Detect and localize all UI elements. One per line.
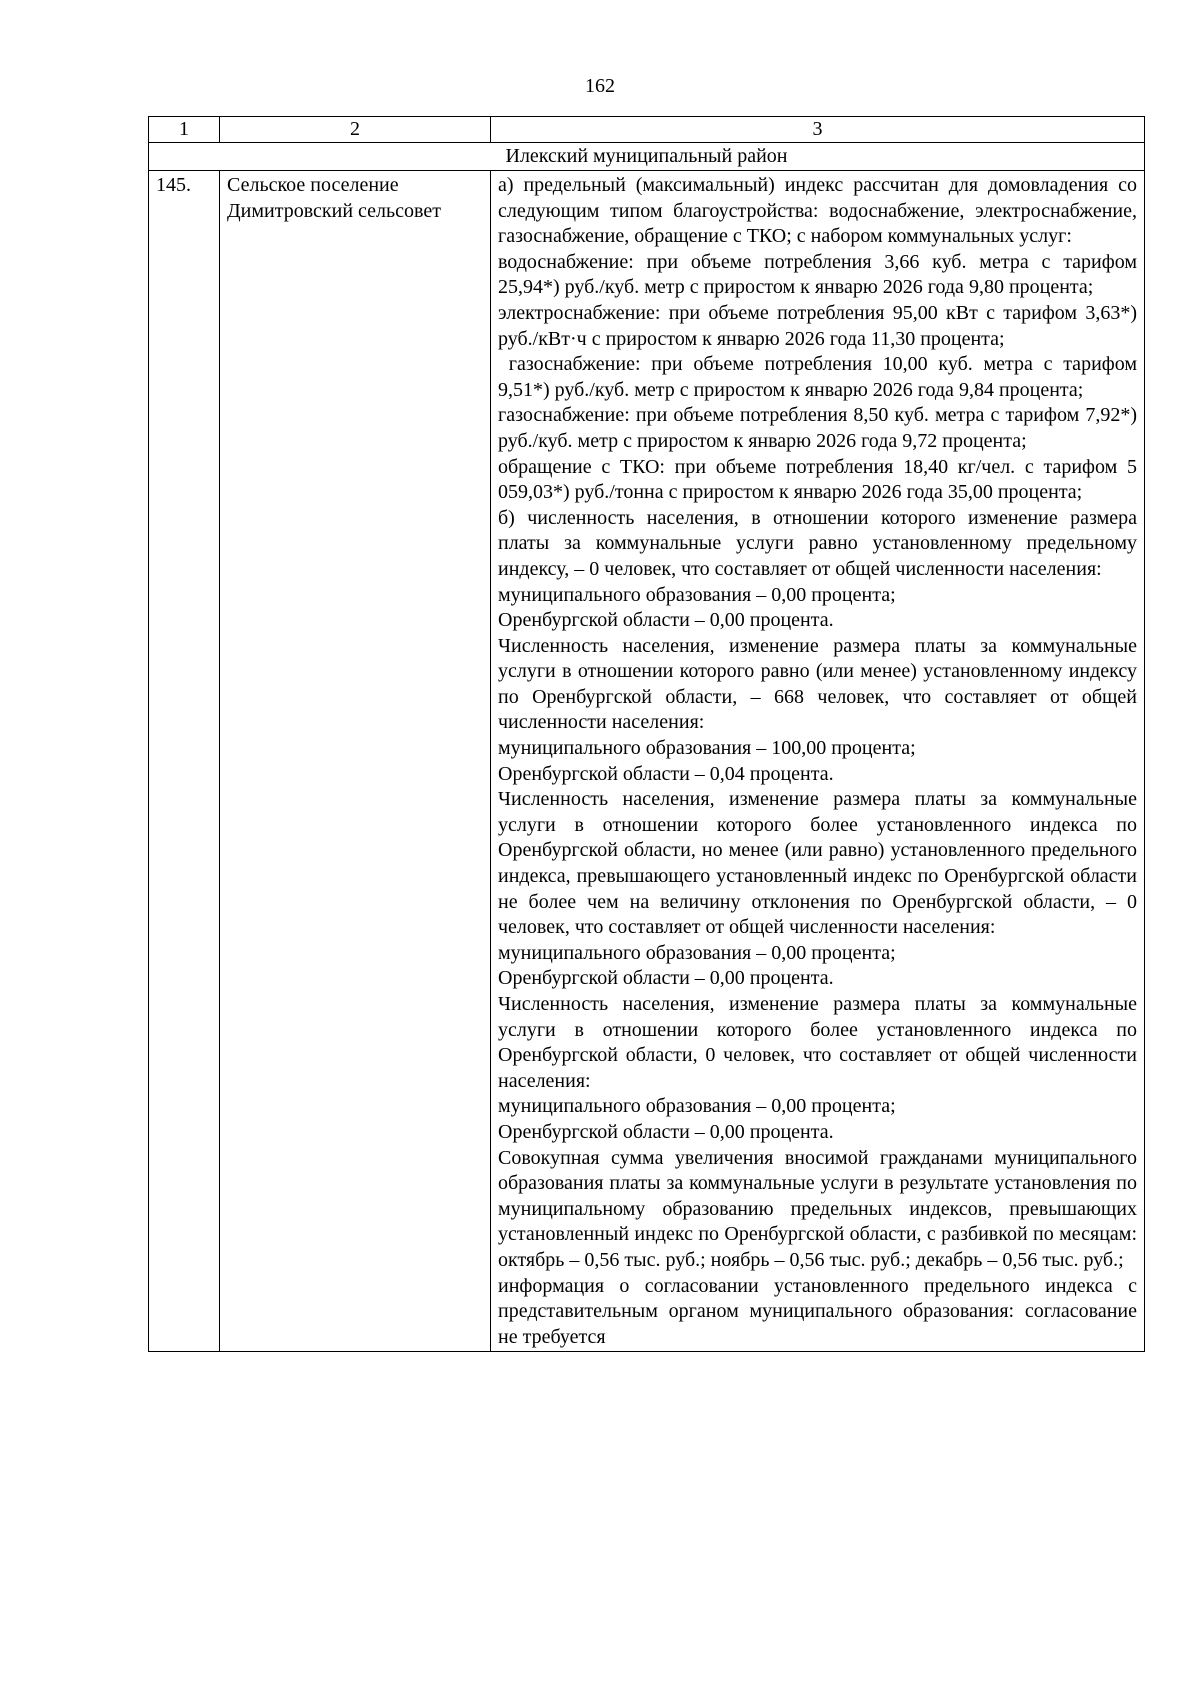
paragraph-index-type: а) предельный (максимальный) индекс рассчитан для домовладения со следующим типом благоустройства: водоснабжение, электроснабжение, газоснабжение, обращение с ТКО; с набором коммунальных услуг: <box>498 174 1137 248</box>
settlement-name-line-2: Димитровский сельсовет <box>227 199 441 222</box>
paragraph-gas-supply-2: газоснабжение: при объеме потребления 8,50 куб. метра с тарифом 7,92*) руб./куб. метр с приростом к январю 2026 года 9,72 процента; <box>498 404 1137 452</box>
paragraph-municipal-share: муниципального образования – 100,00 процента; <box>498 737 916 760</box>
settlement-name-line-1: Сельское поселение <box>227 174 399 196</box>
district-name: Илекский муниципальный район <box>149 143 1145 171</box>
district-row <box>149 143 1145 171</box>
column-header-1: 1 <box>149 117 220 143</box>
table-row <box>149 171 1145 1352</box>
paragraph-region-share: Оренбургской области – 0,00 процента. <box>498 609 834 632</box>
paragraph-solid-waste: обращение с ТКО: при объеме потребления 18,40 кг/чел. с тарифом 5 059,03*) руб./тонна с приростом к январю 2026 года 35,00 процента; <box>498 455 1137 504</box>
paragraph-municipal-share: муниципального образования – 0,00 процента; <box>498 941 896 964</box>
paragraph-population-above: Численность населения, изменение размера платы за коммунальные услуги в отношении которого более установленного индекса по Оренбургской области, 0 человек, что составляет от общей численности населения: <box>498 993 1137 1092</box>
paragraph-region-share: Оренбургской области – 0,00 процента. <box>498 1120 834 1143</box>
paragraph-gas-supply-1: газоснабжение: при объеме потребления 10,00 куб. метра с тарифом 9,51*) руб./куб. метр с приростом к январю 2026 года 9,84 процента; <box>498 353 1143 401</box>
paragraph-region-share: Оренбургской области – 0,00 процента. <box>498 967 834 990</box>
paragraph-approval-info: информация о согласовании установленного предельного индекса с представительным органом муниципального образования: согласование не требуется <box>498 1274 1137 1348</box>
paragraph-population-equal: б) численность населения, в отношении которого изменение размера платы за коммунальные услуги равно установленному предельному индексу, – 0 человек, что составляет от общей численности населения: <box>498 506 1137 580</box>
paragraph-total-increase: Совокупная сумма увеличения вносимой гражданами муниципального образования платы за коммунальные услуги в результате установления по муниципальному образованию предельных индексов, превышающих установленный индекс по Оренбургской области, с разбивкой по месяцам: октябрь – 0,56 тыс. руб.; ноябрь – 0,56 тыс. руб.; декабрь – 0,56 тыс. руб.; <box>498 1146 1137 1271</box>
page-number: 162 <box>585 75 615 97</box>
paragraph-water-supply: водоснабжение: при объеме потребления 3,66 куб. метра с тарифом 25,94*) руб./куб. метр с приростом к январю 2026 года 9,80 процента; <box>498 250 1137 299</box>
row-number: 145. <box>149 171 220 1352</box>
paragraph-population-below: Численность населения, изменение размера платы за коммунальные услуги в отношении которого равно (или менее) установленному индексу по Оренбургской области, – 668 человек, что составляет от общей численности населения: <box>498 634 1137 734</box>
paragraph-population-within-deviation: Численность населения, изменение размера платы за коммунальные услуги в отношении которого более установленного индекса по Оренбургской области, но менее (или равно) установленного предельного индекса, превышающего установленный индекс по Оренбургской области не более чем на величину отклонения по Оренбургской области, – 0 человек, что составляет от общей численности населения: <box>498 788 1137 939</box>
index-description <box>491 171 1145 1352</box>
column-header-2: 2 <box>220 117 491 143</box>
paragraph-electricity: электроснабжение: при объеме потребления 95,00 кВт с тарифом 3,63*) руб./кВт·ч с приростом к январю 2026 года 11,30 процента; <box>498 301 1137 350</box>
paragraph-municipal-share: муниципального образования – 0,00 процента; <box>498 1095 896 1118</box>
settlement-name <box>220 171 491 1352</box>
paragraph-municipal-share: муниципального образования – 0,00 процента; <box>498 583 896 606</box>
paragraph-region-share: Оренбургской области – 0,04 процента. <box>498 762 834 785</box>
table-header-row <box>149 117 1145 143</box>
index-table <box>148 116 1145 1352</box>
column-header-3: 3 <box>491 117 1145 143</box>
